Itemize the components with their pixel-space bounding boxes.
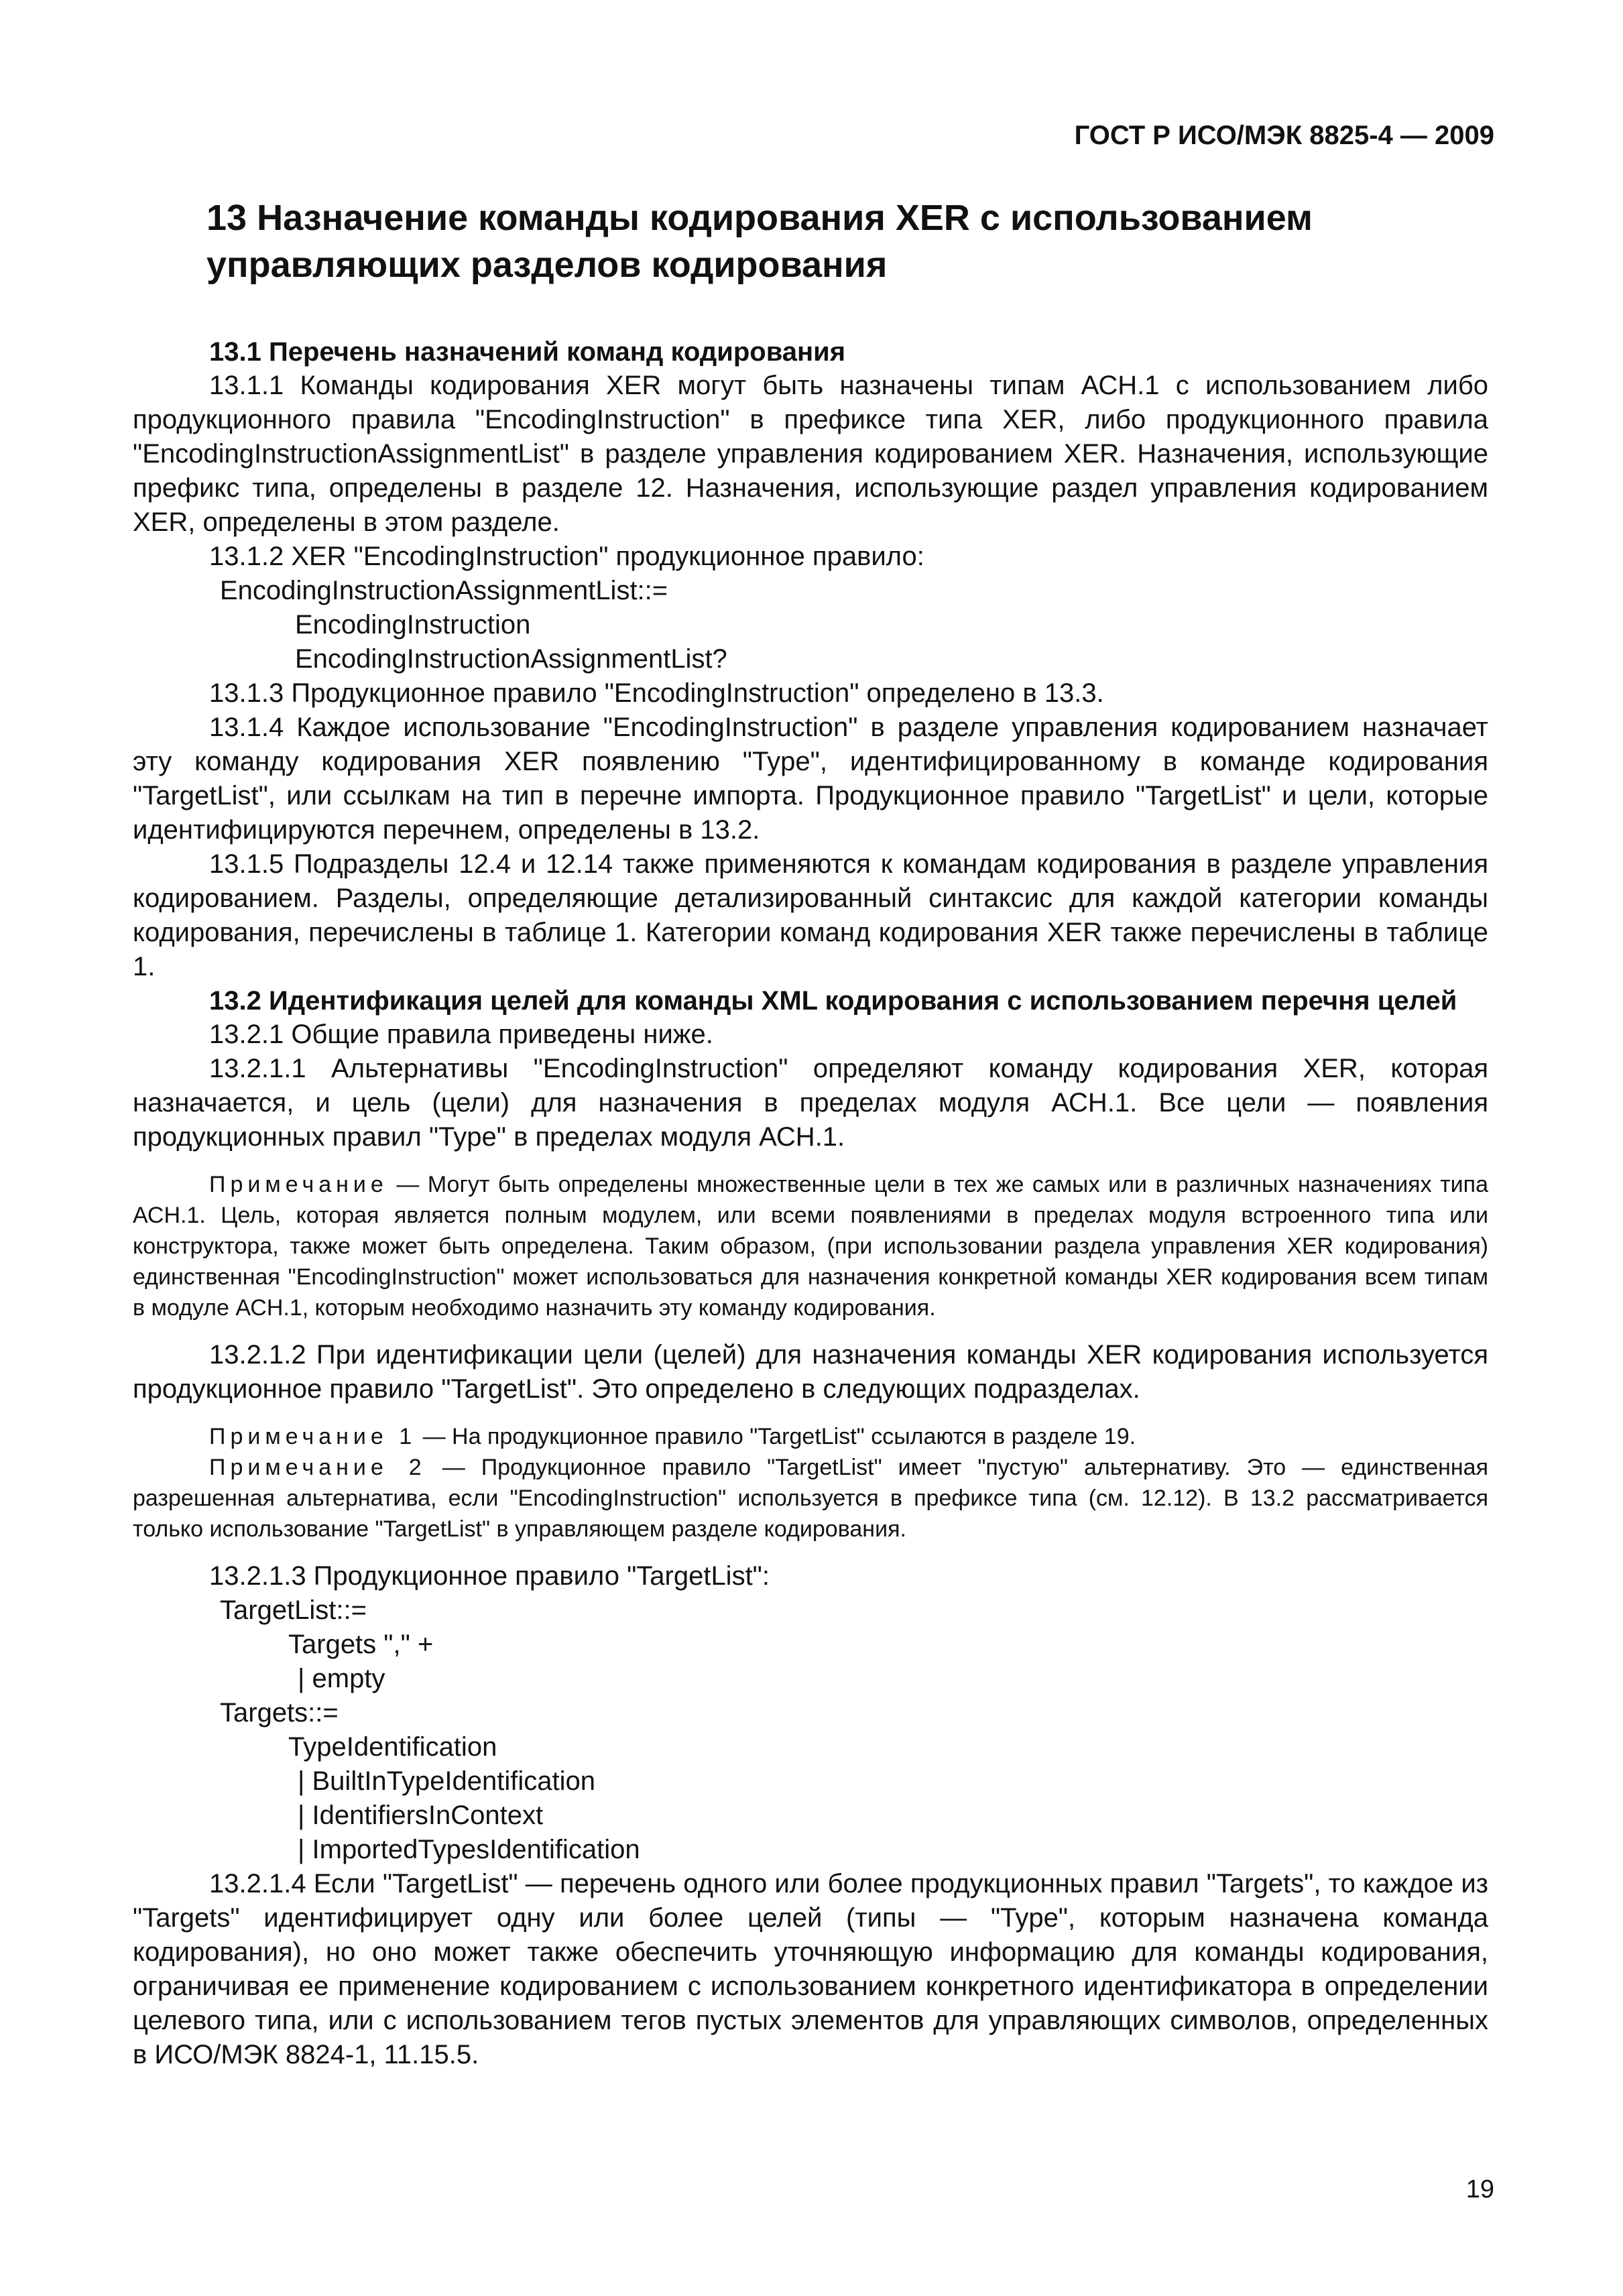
note-text: — Продукционное правило "TargetList" имеет "пустую" альтернативу. Это — единственная разрешенная альтернатива, если "EncodingInstruction" используется в префиксе типа (см. 12.12). В 13.2 рассматривается только использование "TargetList" в управляющем разделе кодирования.: [133, 1455, 1488, 1542]
paragraph-13-2-1: 13.2.1 Общие правила приведены ниже.: [209, 1020, 713, 1049]
paragraph-13-1-2: 13.1.2 XER "EncodingInstruction" продукционное правило:: [209, 542, 924, 571]
code-line: | empty: [298, 1664, 385, 1693]
note-block: [133, 1452, 1488, 1545]
code-line: TypeIdentification: [288, 1732, 497, 1762]
code-line: | BuiltInTypeIdentification: [298, 1766, 595, 1796]
paragraph-13-1-4: 13.1.4 Каждое использование "EncodingInstruction" в разделе управления кодированием назначает эту команду кодирования XER появлению "Type", идентифицированному в команде кодирования "TargetList", или ссылкам на тип в перечне импорта. Продукционное правило "TargetList" и цели, которые идентифицируются перечнем, определены в 13.2.: [133, 713, 1488, 845]
paragraph-13-2-1-4: 13.2.1.4 Если "TargetList" — перечень одного или более продукционных правил "Targets", то каждое из "Targets" идентифицирует одну или более целей (типы — "Type", которым назначена команда кодирования), но оно может также обеспечить уточняющую информацию для команды кодирования, ограничивая ее применение кодированием с использованием конкретного идентификатора в определении целевого типа, или с использованием тегов пустых элементов для управляющих символов, определенных в ИСО/МЭК 8824-1, 11.15.5.: [133, 1869, 1488, 2069]
note-label: Примечание: [209, 1172, 388, 1197]
document-header: ГОСТ Р ИСО/МЭК 8825-4 — 2009: [1074, 121, 1494, 150]
paragraph-13-1-3: 13.1.3 Продукционное правило "EncodingInstruction" определено в 13.3.: [209, 678, 1104, 708]
paragraph-13-1-5: 13.1.5 Подразделы 12.4 и 12.14 также применяются к командам кодирования в разделе управления кодированием. Разделы, определяющие детализированный синтаксис для каждой категории команды кодирования, перечислены в таблице 1. Категории команд кодирования XER также перечислены в таблице 1.: [133, 849, 1488, 981]
note-block: [133, 1421, 1488, 1452]
note-text: — Могут быть определены множественные цели в тех же самых или в различных назначениях типа АСН.1. Цель, которая является полным модулем, или всеми появлениями в пределах модуля встроенного типа или конструктора, также может быть определена. Таким образом, (при использовании раздела управления XER кодирования) единственная "EncodingInstruction" может использоваться для назначения конкретной команды XER кодирования всем типам в модуле АСН.1, которым необходимо назначить эту команду кодирования.: [133, 1172, 1488, 1321]
code-line: | ImportedTypesIdentification: [298, 1835, 640, 1864]
subsection-title-13-1: 13.1 Перечень назначений команд кодирования: [209, 337, 846, 367]
subsection-title-13-2: 13.2 Идентификация целей для команды XML кодирования с использованием перечня целей: [209, 986, 1457, 1016]
paragraph-13-2-1-3: 13.2.1.3 Продукционное правило "TargetList":: [209, 1561, 770, 1591]
code-line: Targets "," +: [288, 1630, 434, 1659]
code-line: EncodingInstructionAssignmentList?: [295, 644, 727, 674]
paragraph-13-1-1: 13.1.1 Команды кодирования XER могут быть назначены типам АСН.1 с использованием либо продукционного правила "EncodingInstruction" в префиксе типа XER, либо продукционного правила "EncodingInstructionAssignmentList" в разделе управления кодированием XER. Назначения, использующие префикс типа, определены в разделе 12. Назначения, использующие раздел управления кодированием XER, определены в этом разделе.: [133, 371, 1488, 537]
paragraph-13-2-1-1: 13.2.1.1 Альтернативы "EncodingInstruction" определяют команду кодирования XER, которая назначается, и цель (цели) для назначения в пределах модуля АСН.1. Все цели — появления продукционных правил "Type" в пределах модуля АСН.1.: [133, 1054, 1488, 1152]
code-line: EncodingInstruction: [295, 610, 531, 640]
note-label: Примечание 2: [209, 1455, 426, 1480]
code-line: EncodingInstructionAssignmentList::=: [220, 576, 668, 605]
code-line: | IdentifiersInContext: [298, 1801, 544, 1830]
note-text: — На продукционное правило "TargetList" ссылаются в разделе 19.: [416, 1424, 1136, 1449]
page-number: 19: [1465, 2175, 1494, 2203]
code-line: TargetList::=: [220, 1595, 367, 1625]
page-content: [133, 194, 1488, 2072]
paragraph-13-2-1-2: 13.2.1.2 При идентификации цели (целей) для назначения команды XER кодирования используется продукционное правило "TargetList". Это определено в следующих подразделах.: [133, 1340, 1488, 1404]
note-block: [133, 1169, 1488, 1323]
section-title: 13 Назначение команды кодирования XER с использованием управляющих разделов кодирования: [206, 198, 1313, 285]
code-line: Targets::=: [220, 1698, 339, 1728]
note-label: Примечание 1: [209, 1424, 417, 1449]
